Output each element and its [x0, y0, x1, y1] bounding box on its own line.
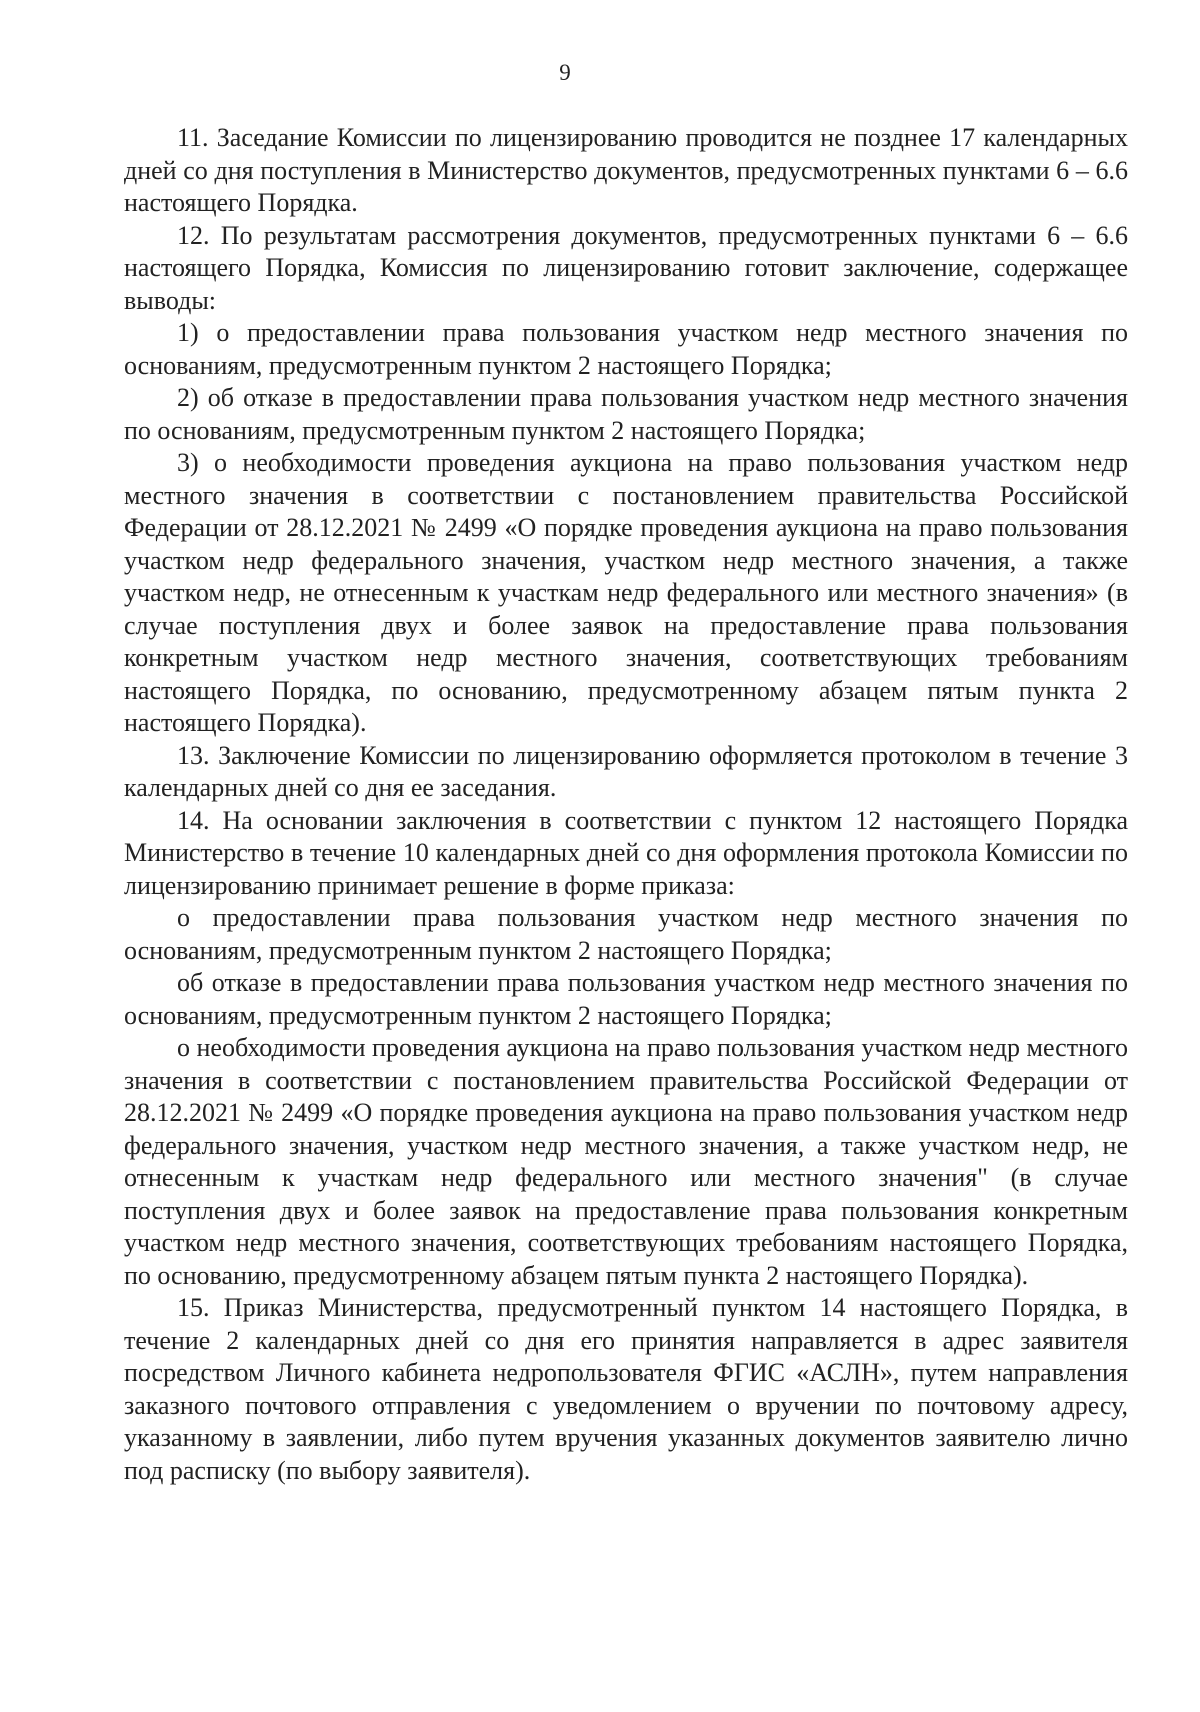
paragraph-11: 11. Заседание Комиссии по лицензированию проводится не позднее 17 календарных дней со дня поступления в Министерство документов, предусмотренных пунктами 6 – 6.6 настоящего Порядка. — [124, 123, 1128, 217]
paragraph-15: 15. Приказ Министерства, предусмотренный пунктом 14 настоящего Порядка, в течение 2 календарных дней со дня его принятия направляется в адрес заявителя посредством Личного кабинета недропользователя ФГИС «АСЛН», путем направления заказного почтового отправления с уведомлением о вручении по почтовому адресу, указанному в заявлении, либо путем вручения указанных документов заявителю лично под расписку (по выбору заявителя). — [124, 1293, 1128, 1485]
paragraph-13: 13. Заключение Комиссии по лицензированию оформляется протоколом в течение 3 календарных дней со дня ее заседания. — [124, 740, 1128, 802]
document-body — [124, 122, 1128, 1487]
paragraph-14-item-3: о необходимости проведения аукциона на право пользования участком недр местного значения в соответствии с постановлением правительства Российской Федерации от 28.12.2021 № 2499 «О порядке проведения аукциона на право пользования участком недр федерального значения, участком недр местного значения, а также участком недр, не отнесенным к участкам недр федерального или местного значения" (в случае поступления двух и более заявок на предоставление права пользования конкретным участком недр местного значения, соответствующих требованиям настоящего Порядка, по основанию, предусмотренному абзацем пятым пункта 2 настоящего Порядка). — [124, 1033, 1128, 1290]
page-number: 9 — [559, 60, 571, 85]
paragraph-14: 14. На основании заключения в соответствии с пунктом 12 настоящего Порядка Министерство в течение 10 календарных дней со дня оформления протокола Комиссии по лицензированию принимает решение в форме приказа: — [124, 805, 1128, 900]
paragraph-12-item-2: 2) об отказе в предоставлении права пользования участком недр местного значения по основаниям, предусмотренным пунктом 2 настоящего Порядка; — [124, 383, 1128, 445]
paragraph-12-item-1: 1) о предоставлении права пользования участком недр местного значения по основаниям, предусмотренным пунктом 2 настоящего Порядка; — [124, 318, 1128, 380]
paragraph-12: 12. По результатам рассмотрения документов, предусмотренных пунктами 6 – 6.6 настоящего Порядка, Комиссия по лицензированию готовит заключение, содержащее выводы: — [124, 220, 1128, 315]
paragraph-14-item-1: о предоставлении права пользования участком недр местного значения по основаниям, предусмотренным пунктом 2 настоящего Порядка; — [124, 903, 1128, 965]
paragraph-12-item-3: 3) о необходимости проведения аукциона на право пользования участком недр местного значения в соответствии с постановлением правительства Российской Федерации от 28.12.2021 № 2499 «О порядке проведения аукциона на право пользования участком недр федерального значения, участком недр местного значения, а также участком недр, не отнесенным к участкам недр федерального или местного значения» (в случае поступления двух и более заявок на предоставление права пользования конкретным участком недр местного значения, соответствующих требованиям настоящего Порядка, по основанию, предусмотренному абзацем пятым пункта 2 настоящего Порядка). — [124, 448, 1128, 737]
paragraph-14-item-2: об отказе в предоставлении права пользования участком недр местного значения по основаниям, предусмотренным пунктом 2 настоящего Порядка; — [124, 968, 1128, 1030]
